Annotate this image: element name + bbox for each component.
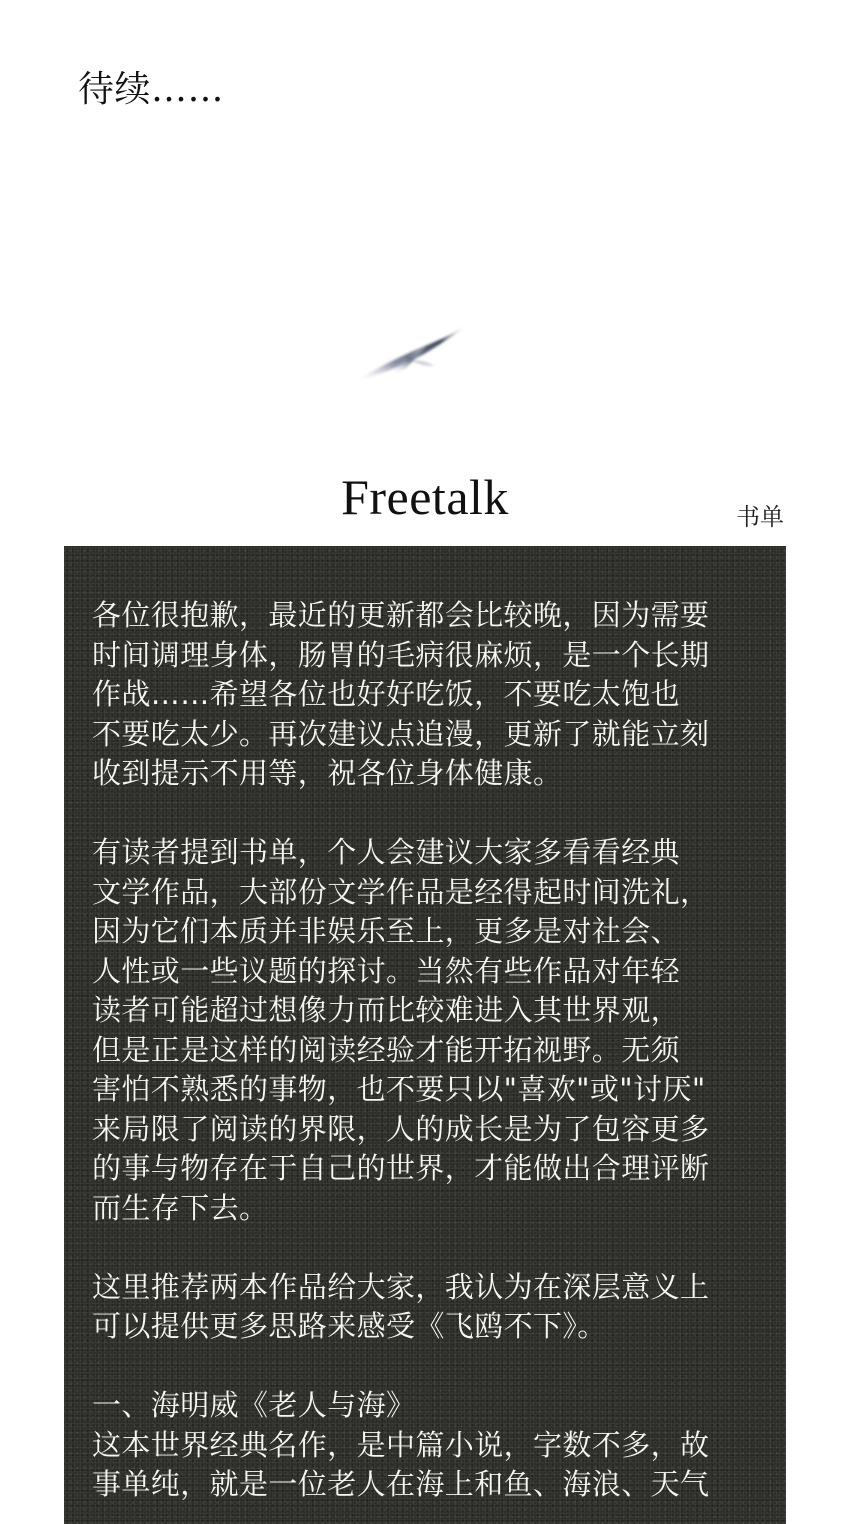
- note-line: 因为它们本质并非娱乐至上，更多是对社会、: [92, 914, 681, 948]
- note-paragraph: [92, 1268, 768, 1347]
- note-line: 各位很抱歉，最近的更新都会比较晚，因为需要: [92, 598, 710, 632]
- note-line: 的事与物存在于自己的世界，才能做出合理评断: [92, 1151, 710, 1185]
- note-line: 这里推荐两本作品给大家，我认为在深层意义上: [92, 1269, 710, 1304]
- note-line: 害怕不熟悉的事物，也不要只以"喜欢"或"讨厌": [92, 1072, 706, 1106]
- note-line: 读者可能超过想像力而比较难进入其世界观，: [92, 993, 681, 1027]
- section-tag: 书单: [736, 503, 784, 531]
- author-note-card: [64, 546, 786, 1524]
- note-paragraph: [92, 1386, 768, 1505]
- note-line: 时间调理身体，肠胃的毛病很麻烦，是一个长期: [92, 637, 710, 672]
- note-line: 文学作品，大部份文学作品是经得起时间洗礼，: [92, 874, 710, 909]
- note-paragraph: [92, 596, 768, 794]
- note-line: 但是正是这样的阅读经验才能开拓视野。无须: [92, 1032, 681, 1067]
- freetalk-title: Freetalk: [341, 469, 509, 525]
- note-line: 有读者提到书单，个人会建议大家多看看经典: [92, 835, 681, 869]
- seagull-icon: [340, 300, 480, 400]
- note-line: 可以提供更多思路来感受《飞鸥不下》。: [92, 1309, 607, 1343]
- note-line: 一、海明威《老人与海》: [92, 1388, 416, 1422]
- note-line: 而生存下去。: [92, 1190, 269, 1225]
- note-line: 作战……希望各位也好好吃饭，不要吃太饱也: [92, 677, 681, 711]
- note-paragraph: [92, 833, 768, 1228]
- note-line: 这本世界经典名作，是中篇小说，字数不多，故: [92, 1427, 710, 1462]
- author-note-text: [92, 596, 768, 1524]
- note-line: 不要吃太少。再次建议点追漫，更新了就能立刻: [92, 716, 710, 751]
- note-line: 来局限了阅读的界限，人的成长是为了包容更多: [92, 1111, 710, 1146]
- note-line: 人性或一些议题的探讨。当然有些作品对年轻: [92, 953, 681, 988]
- note-line: 收到提示不用等，祝各位身体健康。: [92, 756, 563, 790]
- note-line: 事单纯，就是一位老人在海上和鱼、海浪、天气: [92, 1467, 710, 1501]
- to-be-continued-text: 待续……: [78, 69, 225, 110]
